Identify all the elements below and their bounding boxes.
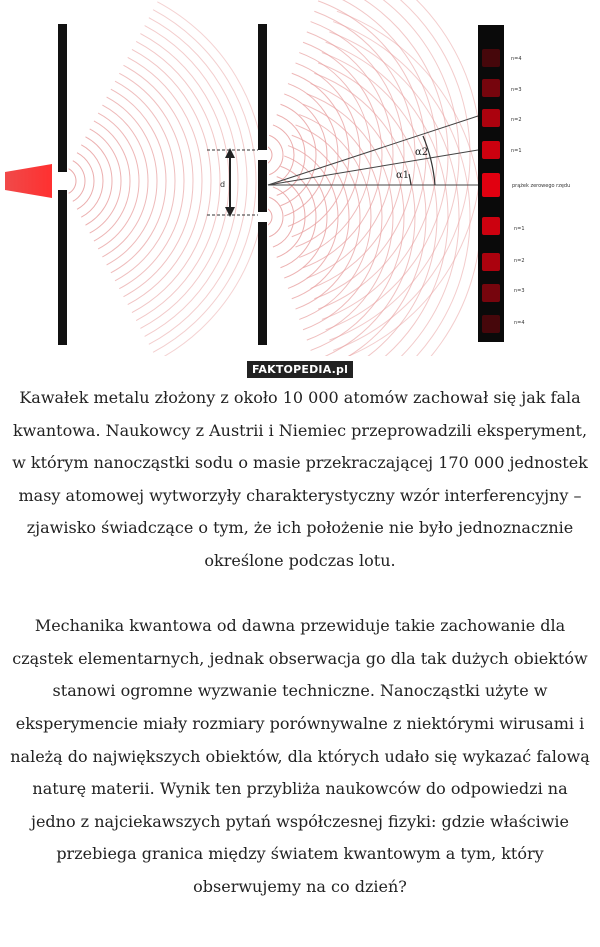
wavefront-1-1 [73, 161, 85, 202]
wavefront-upper-1 [269, 135, 283, 174]
order-labels [511, 56, 570, 326]
wavefronts-double-slit [265, 0, 481, 356]
order-label-bottom-1: n=1 [514, 226, 525, 232]
order-label-top-2: n=2 [511, 117, 522, 123]
order-label-top-4: n=4 [511, 56, 522, 62]
order-label-top-3: n=3 [511, 87, 522, 93]
interference-fringes [482, 49, 500, 333]
wavefront-upper-7 [292, 73, 349, 237]
wavefront-1-2 [77, 153, 94, 210]
fringe-4 [482, 173, 500, 197]
double-slit-diagram [0, 0, 600, 356]
fringe-1 [482, 79, 500, 97]
barrier-single-slit-bottom [58, 190, 67, 345]
wavefront-upper-14 [318, 1, 429, 309]
wavefront-1-15 [132, 49, 211, 312]
wavefront-lower-13 [314, 73, 415, 356]
wavefront-1-12 [119, 73, 184, 288]
wavefront-1-7 [98, 113, 139, 249]
barrier-single-slit-top [58, 24, 67, 172]
wavefront-lower-7 [292, 135, 349, 299]
wavefronts-first-slit [69, 2, 265, 356]
wavefront-1-0 [69, 169, 76, 194]
fringe-2 [482, 109, 500, 127]
fringe-3 [482, 141, 500, 159]
brand-label: FAKTOPEDIA.pl [247, 361, 353, 378]
order-label-bottom-3: n=3 [514, 288, 525, 294]
order-label-bottom-4: n=4 [514, 320, 525, 326]
wavefront-1-9 [107, 97, 157, 265]
fringe-5 [482, 217, 500, 235]
barrier-double-slit-middle [258, 160, 267, 212]
article-text [8, 382, 592, 904]
order-label-top-1: n=1 [511, 148, 522, 154]
angle-label-1: α1 [396, 170, 410, 181]
fringe-8 [482, 315, 500, 333]
wavefront-1-19 [149, 18, 247, 345]
wavefront-1-13 [124, 65, 193, 296]
zero-order-label: prążek zerowego rzędu [512, 183, 571, 189]
wavefront-upper-17 [329, 0, 459, 340]
wavefront-lower-19 [337, 11, 481, 356]
wavefront-1-20 [153, 10, 256, 353]
fringe-7 [482, 284, 500, 302]
light-source [5, 164, 52, 198]
angle-label-2: α2 [415, 147, 429, 158]
paragraph-1: Kawałek metalu złożony z około 10 000 atomów zachował się jak fala kwantowa. Naukowcy z Austrii i Niemiec przeprowadzili eksperyment, w którym nanocząstki sodu o masie przekraczającej 170 000 jednostek masy atomowej wytworzyły charakterystyczny wzór interferencyjny – zjawisko świadczące o tym, że ich położenie nie było jednoznacznie określone podczas lotu. [12, 388, 588, 570]
order-label-bottom-2: n=2 [514, 258, 525, 264]
paragraph-2: Mechanika kwantowa od dawna przewiduje takie zachowanie dla cząstek elementarnych, jednak obserwacja go dla tak dużych obiektów stanowi ogromne wyzwanie techniczne. Nanocząstki użyte w eksperymencie miały rozmiary porównywalne z niektórymi wirusami i należą do największych obiektów, dla których udało się wykazać falową naturę materii. Wynik ten przybliża naukowców do odpowiedzi na jedno z najciekawszych pytań współczesnej fizyki: gdzie właściwie przebiega granica między światem kwantowym a tym, który obserwujemy na co dzień? [10, 616, 590, 896]
fringe-6 [482, 253, 500, 271]
brand-watermark [0, 358, 600, 378]
fringe-0 [482, 49, 500, 67]
wavefront-lower-1 [269, 197, 283, 236]
wavefront-lower-16 [326, 42, 448, 356]
barrier-double-slit-bottom [258, 222, 267, 345]
slit-distance-label: d [220, 180, 226, 189]
barrier-double-slit-top [258, 24, 267, 150]
